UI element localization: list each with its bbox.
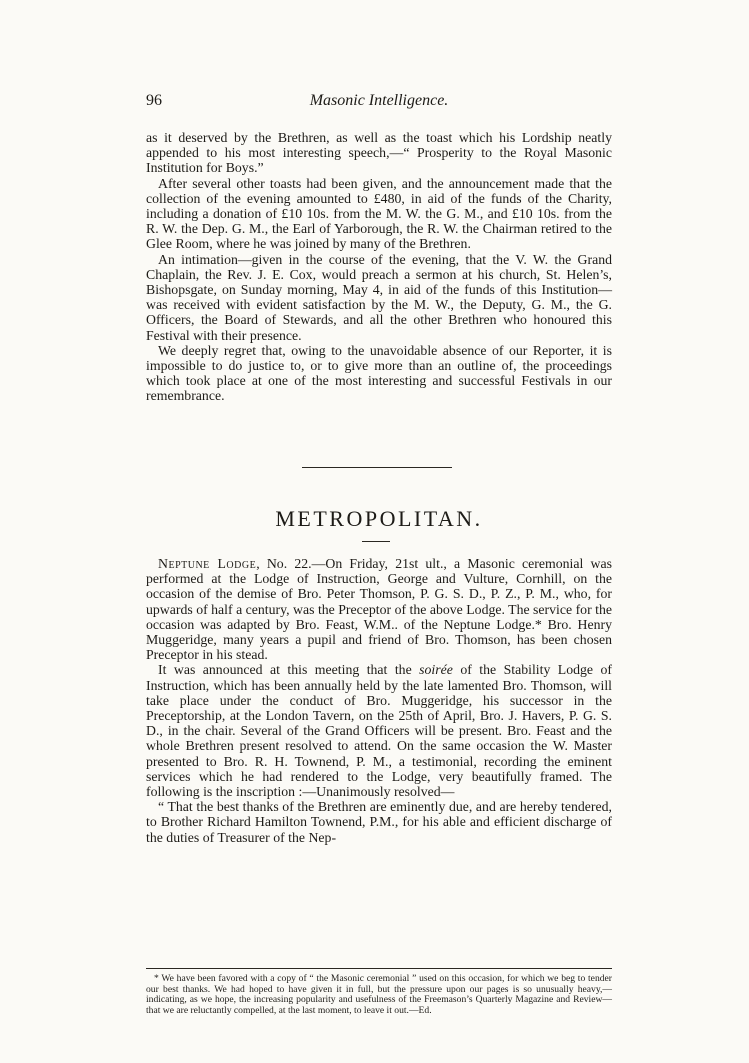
paragraph-3: An intimation—given in the course of the evening, that the V. W. the Grand Chaplain, the Rev. J. E. Cox, would preach a sermon at his church, St. Helen’s, Bishopsgate, on Sunday morning, May 4, in aid of the funds of this Institution—was received with evident satisfaction by the M. W., the Deputy, G. M., the G. Officers, the Board of Stewards, and all the other Brethren who honoured this Festival with their presence.: [146, 251, 612, 343]
page-header: [146, 92, 612, 114]
paragraph-1: as it deserved by the Brethren, as well as the toast which his Lordship neatly appended to his most interesting speech,—“ Prosperity to the Royal Masonic Institution for Boys.”: [146, 130, 612, 176]
lodge-report-paragraph: [146, 556, 612, 662]
lodge-report-text: , No. 22.—On Friday, 21st ult., a Masonic ceremonial was performed at the Lodge of Instruction, George and Vulture, Cornhill, on the occasion of the demise of Bro. Peter Thomson, P. G. S. D., P. Z., P. M., who, for upwards of half a century, was the Preceptor of the above Lodge. The service for the occasion was adapted by Bro. Feast, W.M.. of the Neptune Lodge.* Bro. Henry Muggeridge, many years a pupil and friend of Bro. Thomson, has been chosen Preceptor in his stead.: [146, 556, 612, 663]
page-number: 96: [146, 92, 162, 109]
paragraph-2: After several other toasts had been given, and the announcement made that the collection of the evening amounted to £480, in aid of the funds of the Charity, including a donation of £10 10s. from the M. W. the G. M., and £10 10s. from the R. W. the Dep. G. M., the Earl of Yarborough, the R. W. the Chairman retired to the Glee Room, where he was joined by many of the Brethren.: [146, 175, 612, 252]
section-title: METROPOLITAN.: [275, 506, 483, 531]
footnote-text: * We have been favored with a copy of “ the Masonic ceremonial ” used on this occasion, for which we beg to tender our best thanks. We had hoped to have given it in full, but the pressure upon our pages is so unusually heavy,—indicating, as we hope, the increasing popularity and usefulness of the Freemason’s Quarterly Magazine and Review—that we are reluctantly compelled, at the last moment, to leave it out.—Ed.: [146, 973, 612, 1016]
metropolitan-section: [146, 556, 612, 845]
article-continuation: [146, 130, 612, 404]
running-title: Masonic Intelligence.: [309, 92, 449, 109]
soiree-text-before: It was announced at this meeting that the: [158, 662, 420, 678]
footnote-rule: [146, 968, 612, 969]
section-divider: [302, 467, 452, 468]
paragraph-4: We deeply regret that, owing to the unavoidable absence of our Reporter, it is impossible to do justice to, or to give more than an outline of, the proceedings which took place at one of the most interesting and successful Festivals in our remembrance.: [146, 342, 612, 404]
soiree-italic: soirée: [419, 662, 453, 678]
resolution-paragraph: “ That the best thanks of the Brethren are eminently due, and are hereby tendered, to Brother Richard Hamilton Townend, P.M., for his able and efficient discharge of the duties of Treasurer of the Nep-: [146, 799, 612, 845]
soiree-paragraph: [146, 662, 612, 799]
lodge-name: Neptune Lodge: [158, 556, 257, 571]
footnote: [146, 974, 612, 1016]
soiree-text-after: of the Stability Lodge of Instruction, which has been annually held by the late lamented Bro. Thomson, will take place under the conduct of Bro. Muggeridge, his successor in the Preceptorship, at the London Tavern, on the 25th of April, Bro. J. Havers, P. G. S. D., in the chair. Several of the Grand Officers will be present. Bro. Feast and the whole Brethren present resolved to attend. On the same occasion the W. Master presented to Bro. R. H. Townend, P. M., a testimonial, recording the eminent services which he had rendered to the Lodge, very beautifully framed. The following is the inscription :—Unanimously resolved—: [146, 662, 612, 800]
title-underline: [362, 541, 390, 542]
